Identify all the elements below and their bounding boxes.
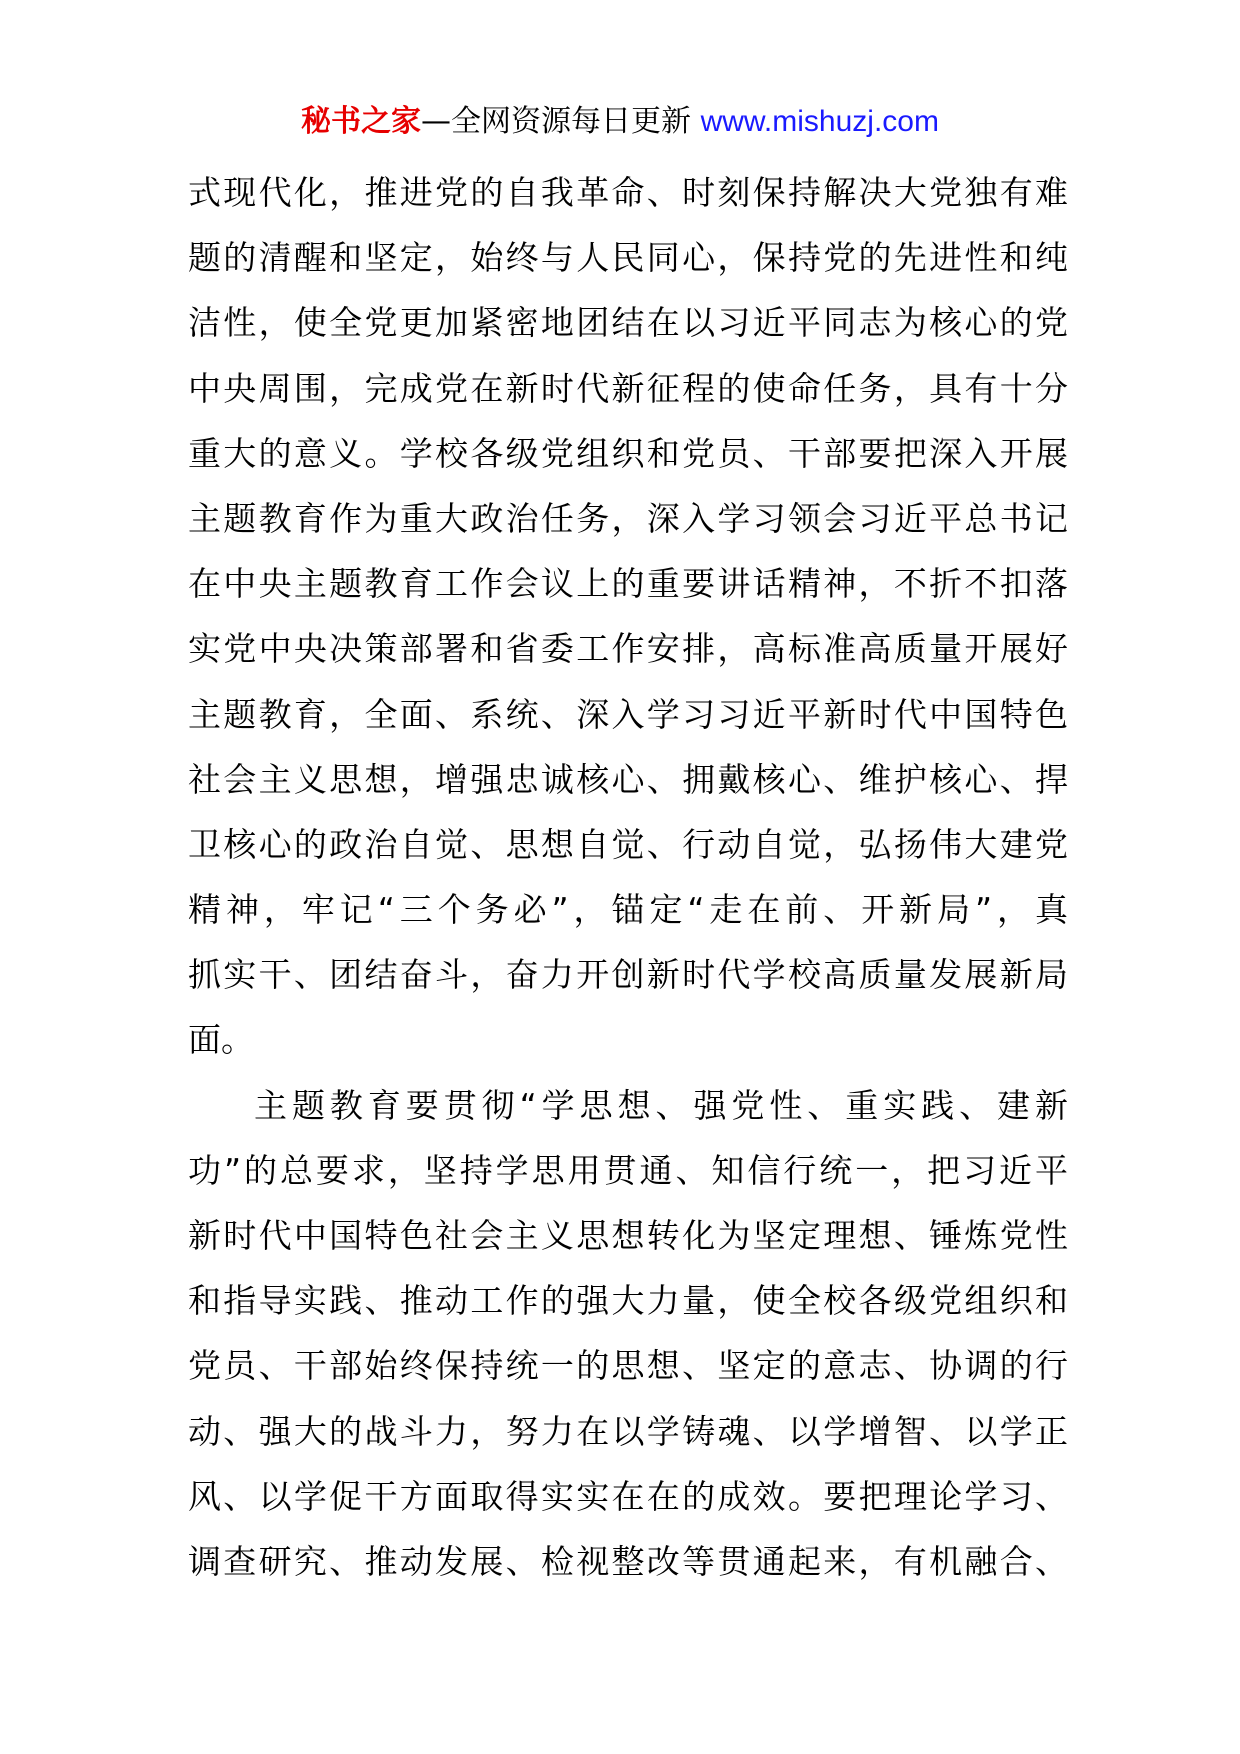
text-line: 主题教育，全面、系统、深入学习习近平新时代中国特色	[188, 694, 1068, 734]
text-line: 调查研究、推动发展、检视整改等贯通起来，有机融合、	[188, 1541, 1068, 1581]
text-line: 题的清醒和坚定，始终与人民同心，保持党的先进性和纯	[188, 238, 1068, 278]
document-body	[188, 160, 1068, 1594]
text-line: 和指导实践、推动工作的强大力量，使全校各级党组织和	[188, 1281, 1068, 1321]
page-header	[0, 100, 1240, 144]
text-line: 式现代化，推进党的自我革命、时刻保持解决大党独有难	[188, 173, 1068, 212]
header-tagline: —全网资源每日更新	[421, 104, 692, 139]
brand-name: 秘书之家	[301, 104, 422, 139]
text-line: 重大的意义。学校各级党组织和党员、干部要把深入开展	[188, 433, 1068, 473]
text-line: 实党中央决策部署和省委工作安排，高标准高质量开展好	[188, 629, 1068, 669]
text-line: 在中央主题教育工作会议上的重要讲话精神，不折不扣落	[188, 564, 1068, 604]
text-line: 功”的总要求，坚持学思用贯通、知信行统一，把习近平	[188, 1150, 1068, 1190]
text-line: 新时代中国特色社会主义思想转化为坚定理想、锤炼党性	[188, 1216, 1068, 1255]
text-line: 中央周围，完成党在新时代新征程的使命任务，具有十分	[188, 368, 1068, 408]
text-line: 精神，牢记“三个务必”，锚定“走在前、开新局”，真	[188, 890, 1068, 930]
text-line: 动、强大的战斗力，努力在以学铸魂、以学增智、以学正	[188, 1411, 1068, 1451]
text-line: 洁性，使全党更加紧密地团结在以习近平同志为核心的党	[188, 303, 1068, 343]
text-line: 风、以学促干方面取得实实在在的成效。要把理论学习、	[188, 1476, 1068, 1516]
text-line: 党员、干部始终保持统一的思想、坚定的意志、协调的行	[188, 1346, 1068, 1386]
site-url-link[interactable]: www.mishuzj.com	[700, 105, 939, 138]
text-line-paragraph-start: 主题教育要贯彻“学思想、强党性、重实践、建新	[254, 1085, 1068, 1125]
text-line: 卫核心的政治自觉、思想自觉、行动自觉，弘扬伟大建党	[188, 824, 1068, 864]
text-line: 主题教育作为重大政治任务，深入学习领会习近平总书记	[188, 498, 1068, 538]
text-line: 社会主义思想，增强忠诚核心、拥戴核心、维护核心、捍	[188, 759, 1068, 799]
text-line-paragraph-end: 面。	[188, 1020, 254, 1060]
text-line: 抓实干、团结奋斗，奋力开创新时代学校高质量发展新局	[188, 955, 1068, 995]
